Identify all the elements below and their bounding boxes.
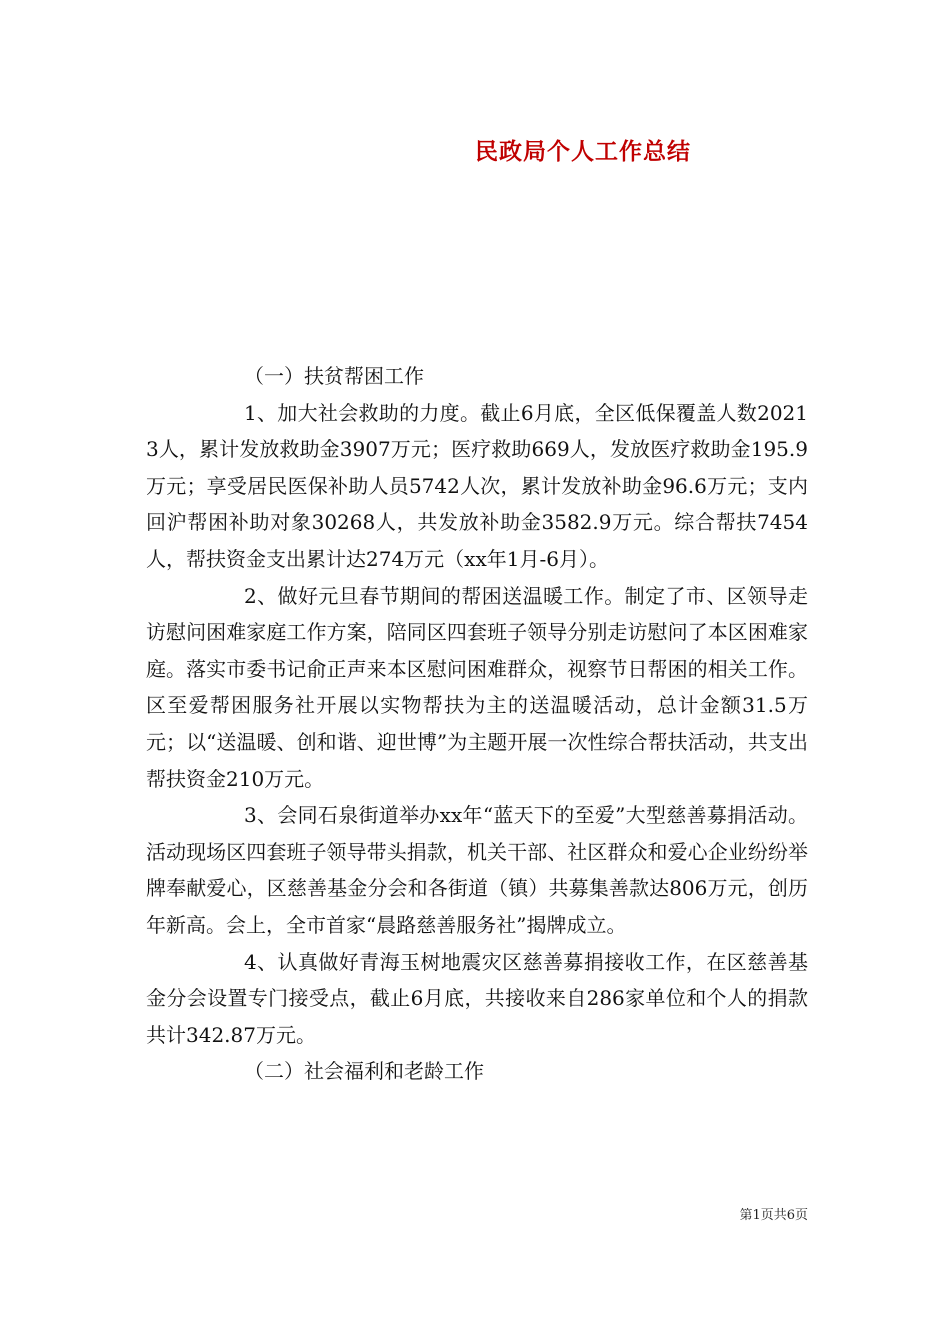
document-body [146,358,808,1090]
paragraph-charity-fundraising: 3、会同石泉街道举办xx年“蓝天下的至爱”大型慈善募捐活动。活动现场区四套班子领导带头捐款，机关干部、社区群众和爱心企业纷纷举牌奉献爱心，区慈善基金分会和各街道（镇）共募集善款达806万元，创历年新高。会上，全市首家“晨路慈善服务社”揭牌成立。 [146,803,808,937]
document-title: 民政局个人工作总结 [475,138,691,165]
paragraph-holiday-warmth: 2、做好元旦春节期间的帮困送温暖工作。制定了市、区领导走访慰问困难家庭工作方案，陪同区四套班子领导分别走访慰问了本区困难家庭。落实市委书记俞正声来本区慰问困难群众，视察节日帮困的相关工作。区至爱帮困服务社开展以实物帮扶为主的送温暖活动，总计金额31.5万元；以“送温暖、创和谐、迎世博”为主题开展一次性综合帮扶活动，共支出帮扶资金210万元。 [146,583,808,791]
paragraph-yushu-earthquake-donations: 4、认真做好青海玉树地震灾区慈善募捐接收工作，在区慈善基金分会设置专门接受点，截止6月底，共接收来自286家单位和个人的捐款共计342.87万元。 [146,949,808,1047]
section-heading-welfare-elderly: （二）社会福利和老龄工作 [244,1059,484,1084]
page-number: 第1页共6页 [739,1208,808,1223]
paragraph-social-assistance: 1、加大社会救助的力度。截止6月底，全区低保覆盖人数20213人，累计发放救助金3907万元；医疗救助669人，发放医疗救助金195.9万元；享受居民医保补助人员5742人次，累计发放补助金96.6万元；支内回沪帮困补助对象30268人，共发放补助金3582.9万元。综合帮扶7454人，帮扶资金支出累计达274万元（xx年1月-6月）。 [146,400,808,571]
section-heading-poverty-relief: （一）扶贫帮困工作 [244,364,424,388]
